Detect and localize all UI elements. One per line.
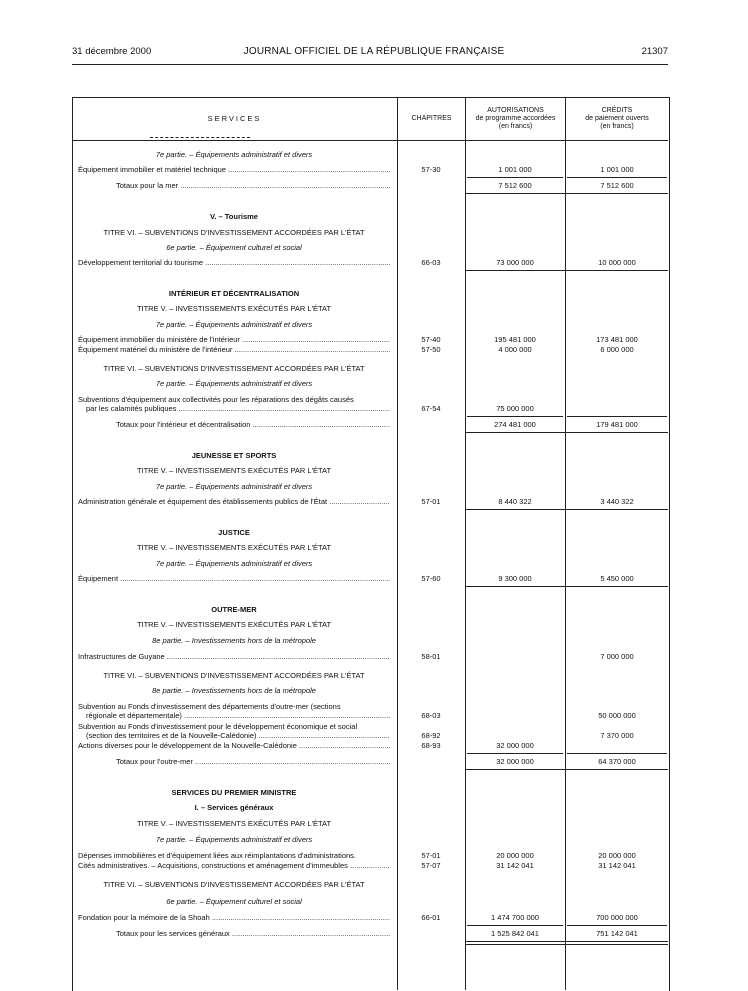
title-heading: TITRE V. – INVESTISSEMENTS EXÉCUTÉS PAR L'ÉTAT	[136, 620, 332, 629]
credit-amount: 7 370 000	[600, 731, 634, 740]
total-rule	[466, 944, 668, 945]
total-label: Totaux pour l'intérieur et décentralisation .....	[116, 420, 390, 429]
total-credit: 751 142 041	[596, 929, 638, 938]
credit-amount: 700 000 000	[596, 913, 638, 922]
amount-rule	[567, 925, 667, 926]
chapter-code: 66-03	[421, 258, 441, 267]
total-authorization: 1 525 842 041	[491, 929, 539, 938]
chapter-code: 68-93	[421, 741, 441, 750]
total-label: Totaux pour l'outre-mer .....	[116, 757, 390, 766]
credit-amount: 5 450 000	[600, 574, 634, 583]
chapter-code: 57-07	[421, 861, 441, 870]
total-credit: 64 370 000	[598, 757, 636, 766]
authorization-amount: 1 474 700 000	[491, 913, 539, 922]
part-heading: 7e partie. – Équipements administratif et divers	[155, 320, 313, 329]
section-heading: OUTRE-MER	[211, 605, 257, 614]
authorization-amount: 1 001 000	[498, 165, 532, 174]
title-heading: TITRE VI. – SUBVENTIONS D'INVESTISSEMENT ACCORDÉES PAR L'ÉTAT	[103, 364, 365, 373]
chapter-code: 57-01	[421, 851, 441, 860]
total-rule	[466, 769, 668, 770]
part-heading: 7e partie. – Équipements administratif et divers	[155, 835, 313, 844]
title-heading: TITRE V. – INVESTISSEMENTS EXÉCUTÉS PAR L'ÉTAT	[136, 543, 332, 552]
total-authorization: 274 481 000	[494, 420, 536, 429]
section-heading: JUSTICE	[218, 528, 250, 537]
amount-rule	[567, 753, 667, 754]
title-heading: TITRE V. – INVESTISSEMENTS EXÉCUTÉS PAR L'ÉTAT	[136, 819, 332, 828]
total-credit: 179 481 000	[596, 420, 638, 429]
line-label: par les calamités publiques .....	[78, 404, 390, 413]
chapter-code: 57-50	[421, 345, 441, 354]
amount-rule	[567, 177, 667, 178]
line-label: Cités administratives. – Acquisitions, constructions et aménagement d'immeubles .....	[78, 861, 390, 870]
credit-amount: 173 481 000	[596, 335, 638, 344]
section-heading: INTÉRIEUR ET DÉCENTRALISATION	[168, 289, 300, 298]
chapter-code: 67-54	[421, 404, 441, 413]
title-heading: TITRE V. – INVESTISSEMENTS EXÉCUTÉS PAR L'ÉTAT	[136, 304, 332, 313]
authorization-amount: 195 481 000	[494, 335, 536, 344]
title-heading: TITRE VI. – SUBVENTIONS D'INVESTISSEMENT ACCORDÉES PAR L'ÉTAT	[103, 228, 365, 237]
title-heading: TITRE VI. – SUBVENTIONS D'INVESTISSEMENT ACCORDÉES PAR L'ÉTAT	[103, 880, 365, 889]
chapter-code: 68-92	[421, 731, 441, 740]
part-heading: 8e partie. – Investissements hors de la métropole	[152, 686, 316, 695]
subsection-heading: I. – Services généraux	[194, 803, 274, 812]
credit-amount: 6 000 000	[600, 345, 634, 354]
section-heading: SERVICES DU PREMIER MINISTRE	[171, 788, 297, 797]
line-label: Équipement immobilier et matériel technique .....	[78, 165, 390, 174]
line-label: Dépenses immobilières et d'équipement liées aux réimplantations d'administrations.	[78, 851, 357, 860]
line-label: Équipement matériel du ministère de l'intérieur .....	[78, 345, 390, 354]
authorization-amount: 9 300 000	[498, 574, 532, 583]
header-rule	[72, 64, 668, 65]
section-heading: JEUNESSE ET SPORTS	[191, 451, 277, 460]
authorization-amount: 8 440 322	[498, 497, 532, 506]
column-header-services: SERVICES	[207, 114, 262, 123]
part-heading: 6e partie. – Équipement culturel et social	[166, 243, 302, 252]
line-label: Développement territorial du tourisme .....	[78, 258, 390, 267]
credit-amount: 1 001 000	[600, 165, 634, 174]
line-label: Subventions d'équipement aux collectivités pour les réparations des dégâts causés	[78, 395, 354, 404]
line-label: Administration générale et équipement des établissements publics de l'État .....	[78, 497, 390, 506]
section-heading: V. – Tourisme	[210, 212, 258, 221]
chapter-code: 58-01	[421, 652, 441, 661]
total-rule	[466, 941, 668, 942]
chapter-code: 57-30	[421, 165, 441, 174]
part-heading: 6e partie. – Équipement culturel et social	[166, 897, 302, 906]
section-rule	[466, 270, 668, 271]
line-label: Actions diverses pour le développement de la Nouvelle-Calédonie .....	[78, 741, 390, 750]
authorization-amount: 73 000 000	[496, 258, 534, 267]
chapter-code: 57-60	[421, 574, 441, 583]
credit-amount: 3 440 322	[600, 497, 634, 506]
header-date: 31 décembre 2000	[72, 46, 152, 57]
authorization-amount: 31 142 041	[496, 861, 534, 870]
part-heading: 7e partie. – Équipements administratif et divers	[155, 150, 313, 159]
amount-rule	[467, 753, 563, 754]
journal-title: JOURNAL OFFICIEL DE LA RÉPUBLIQUE FRANÇAISE	[243, 46, 505, 57]
total-rule	[466, 432, 668, 433]
authorization-amount: 75 000 000	[496, 404, 534, 413]
line-label: Équipement immobilier du ministère de l'intérieur .....	[78, 335, 390, 344]
line-label: (section des territoires et de la Nouvelle-Calédonie) .....	[78, 731, 390, 740]
credit-amount: 7 000 000	[600, 652, 634, 661]
credit-amount: 31 142 041	[598, 861, 636, 870]
line-label: Subvention au Fonds d'investissement pour le développement économique et social	[78, 722, 358, 731]
section-rule	[466, 509, 668, 510]
total-label: Totaux pour la mer .....	[116, 181, 390, 190]
title-heading: TITRE V. – INVESTISSEMENTS EXÉCUTÉS PAR L'ÉTAT	[136, 466, 332, 475]
amount-rule	[467, 177, 563, 178]
authorization-amount: 4 000 000	[498, 345, 532, 354]
total-authorization: 7 512 600	[498, 181, 532, 190]
line-label: Fondation pour la mémoire de la Shoah .....	[78, 913, 390, 922]
amount-rule	[467, 925, 563, 926]
column-header-chapitres: CHAPITRES	[411, 115, 452, 122]
line-label: Subvention au Fonds d'investissement des départements d'outre-mer (sections	[78, 702, 341, 711]
credit-amount: 50 000 000	[598, 711, 636, 720]
page-number: 21307	[641, 46, 668, 57]
line-label: Infrastructures de Guyane .....	[78, 652, 390, 661]
amount-rule	[467, 416, 563, 417]
credit-amount: 10 000 000	[598, 258, 636, 267]
credit-amount: 20 000 000	[598, 851, 636, 860]
section-rule	[466, 586, 668, 587]
title-heading: TITRE VI. – SUBVENTIONS D'INVESTISSEMENT ACCORDÉES PAR L'ÉTAT	[103, 671, 365, 680]
chapter-code: 57-40	[421, 335, 441, 344]
header-separator	[72, 140, 668, 141]
part-heading: 7e partie. – Équipements administratif et divers	[155, 379, 313, 388]
column-header-autorisations: AUTORISATIONS de programme accordées (en francs)	[475, 107, 556, 130]
total-authorization: 32 000 000	[496, 757, 534, 766]
dashed-separator	[150, 137, 250, 138]
column-header-credits: CRÉDITS de paiement ouverts (en francs)	[585, 107, 649, 130]
total-label: Totaux pour les services généraux .....	[116, 929, 390, 938]
line-label: régionale et départementale) .....	[78, 711, 390, 720]
authorization-amount: 20 000 000	[496, 851, 534, 860]
chapter-code: 68-03	[421, 711, 441, 720]
line-label: Équipement .....	[78, 574, 390, 583]
part-heading: 7e partie. – Équipements administratif et divers	[155, 559, 313, 568]
part-heading: 8e partie. – Investissements hors de la métropole	[152, 636, 316, 645]
total-rule	[466, 193, 668, 194]
chapter-code: 66-01	[421, 913, 441, 922]
total-credit: 7 512 600	[600, 181, 634, 190]
chapter-code: 57-01	[421, 497, 441, 506]
part-heading: 7e partie. – Équipements administratif et divers	[155, 482, 313, 491]
amount-rule	[567, 416, 667, 417]
authorization-amount: 32 000 000	[496, 741, 534, 750]
